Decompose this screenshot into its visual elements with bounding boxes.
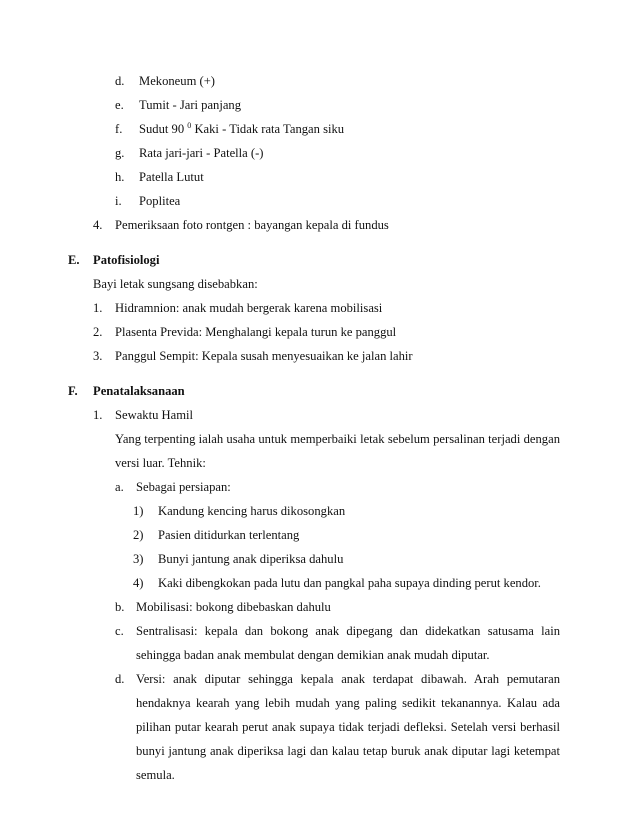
list-item bbox=[115, 599, 331, 615]
list-item bbox=[115, 479, 231, 495]
list-text: Pemeriksaan foto rontgen : bayangan kepala di fundus bbox=[115, 218, 389, 232]
list-marker: 1) bbox=[133, 504, 144, 518]
section-title: Patofisiologi bbox=[93, 253, 160, 267]
list-text: Sewaktu Hamil bbox=[115, 408, 193, 422]
list-marker: d. bbox=[115, 672, 125, 686]
list-text: Poplitea bbox=[139, 194, 181, 208]
list-text: Kaki - Tidak rata Tangan siku bbox=[191, 122, 345, 136]
list-item bbox=[115, 193, 180, 209]
degree-superscript: 0 bbox=[187, 120, 192, 130]
list-item bbox=[133, 527, 299, 543]
list-marker: 3) bbox=[133, 552, 144, 566]
paragraph-line: pilihan putar kearah perut anak supaya tidak terjadi defleksi. Setelah versi berhasil bbox=[136, 720, 560, 734]
list-text: Sudut 90 bbox=[139, 122, 185, 136]
list-marker: h. bbox=[115, 170, 125, 184]
list-marker: d. bbox=[115, 74, 125, 88]
paragraph-line: Sentralisasi: kepala dan bokong anak dipegang dan didekatkan satusama lain bbox=[136, 624, 560, 638]
paragraph-line: hendaknya kearah yang lebih mudah yang paling sedikit tekanannya. Kalau ada bbox=[136, 696, 560, 710]
list-text: Rata jari-jari - Patella (-) bbox=[139, 146, 264, 160]
list-marker: e. bbox=[115, 98, 124, 112]
list-marker: 1. bbox=[93, 408, 103, 422]
list-item bbox=[133, 551, 343, 567]
list-marker: 3. bbox=[93, 349, 103, 363]
section-letter: F. bbox=[68, 384, 78, 398]
list-item bbox=[93, 324, 396, 340]
list-text: Patella Lutut bbox=[139, 170, 204, 184]
section-heading bbox=[68, 252, 159, 268]
list-marker: i. bbox=[115, 194, 122, 208]
list-marker: 2) bbox=[133, 528, 144, 542]
list-text: Mekoneum (+) bbox=[139, 74, 215, 88]
paragraph-line: bunyi jantung anak diperiksa lagi dan kalau tetap buruk anak diputar lagi ketempat bbox=[136, 744, 560, 758]
paragraph-line: Versi: anak diputar sehingga kepala anak terdapat dibawah. Arah pemutaran bbox=[136, 672, 560, 686]
list-marker: 4) bbox=[133, 576, 144, 590]
section-letter: E. bbox=[68, 253, 80, 267]
paragraph-line: versi luar. Tehnik: bbox=[115, 456, 206, 470]
list-marker: b. bbox=[115, 600, 125, 614]
list-text: Bunyi jantung anak diperiksa dahulu bbox=[158, 552, 344, 566]
list-item bbox=[93, 407, 193, 423]
section-title: Penatalaksanaan bbox=[93, 384, 185, 398]
list-text: Sebagai persiapan: bbox=[136, 480, 231, 494]
list-item bbox=[93, 348, 413, 364]
paragraph: Bayi letak sungsang disebabkan: bbox=[93, 277, 258, 291]
list-marker: f. bbox=[115, 122, 123, 136]
list-item bbox=[115, 169, 204, 185]
list-marker: 2. bbox=[93, 325, 103, 339]
list-item bbox=[93, 217, 389, 233]
list-text: Kaki dibengkokan pada lutu dan pangkal paha supaya dinding perut kendor. bbox=[158, 576, 541, 590]
list-marker: g. bbox=[115, 146, 125, 160]
list-marker: 4. bbox=[93, 218, 103, 232]
list-text: Hidramnion: anak mudah bergerak karena mobilisasi bbox=[115, 301, 383, 315]
list-item bbox=[133, 575, 541, 591]
list-marker: c. bbox=[115, 624, 124, 638]
list-item bbox=[115, 145, 263, 161]
list-item bbox=[115, 121, 344, 137]
list-item bbox=[115, 97, 241, 113]
paragraph-line: semula. bbox=[136, 768, 175, 782]
list-text: Panggul Sempit: Kepala susah menyesuaikan ke jalan lahir bbox=[115, 349, 413, 363]
list-item bbox=[115, 73, 215, 89]
list-text: Tumit - Jari panjang bbox=[139, 98, 242, 112]
list-text: Pasien ditidurkan terlentang bbox=[158, 528, 300, 542]
list-item bbox=[133, 503, 345, 519]
list-item bbox=[93, 300, 382, 316]
list-text: Kandung kencing harus dikosongkan bbox=[158, 504, 346, 518]
list-marker: a. bbox=[115, 480, 124, 494]
list-marker: 1. bbox=[93, 301, 103, 315]
list-text: Plasenta Previda: Menghalangi kepala turun ke panggul bbox=[115, 325, 397, 339]
paragraph-line: sehingga badan anak membulat dengan demikian anak mudah diputar. bbox=[136, 648, 490, 662]
paragraph-line: Yang terpenting ialah usaha untuk memperbaiki letak sebelum persalinan terjadi dengan bbox=[115, 432, 560, 446]
section-heading bbox=[68, 383, 185, 399]
list-text: Mobilisasi: bokong dibebaskan dahulu bbox=[136, 600, 331, 614]
